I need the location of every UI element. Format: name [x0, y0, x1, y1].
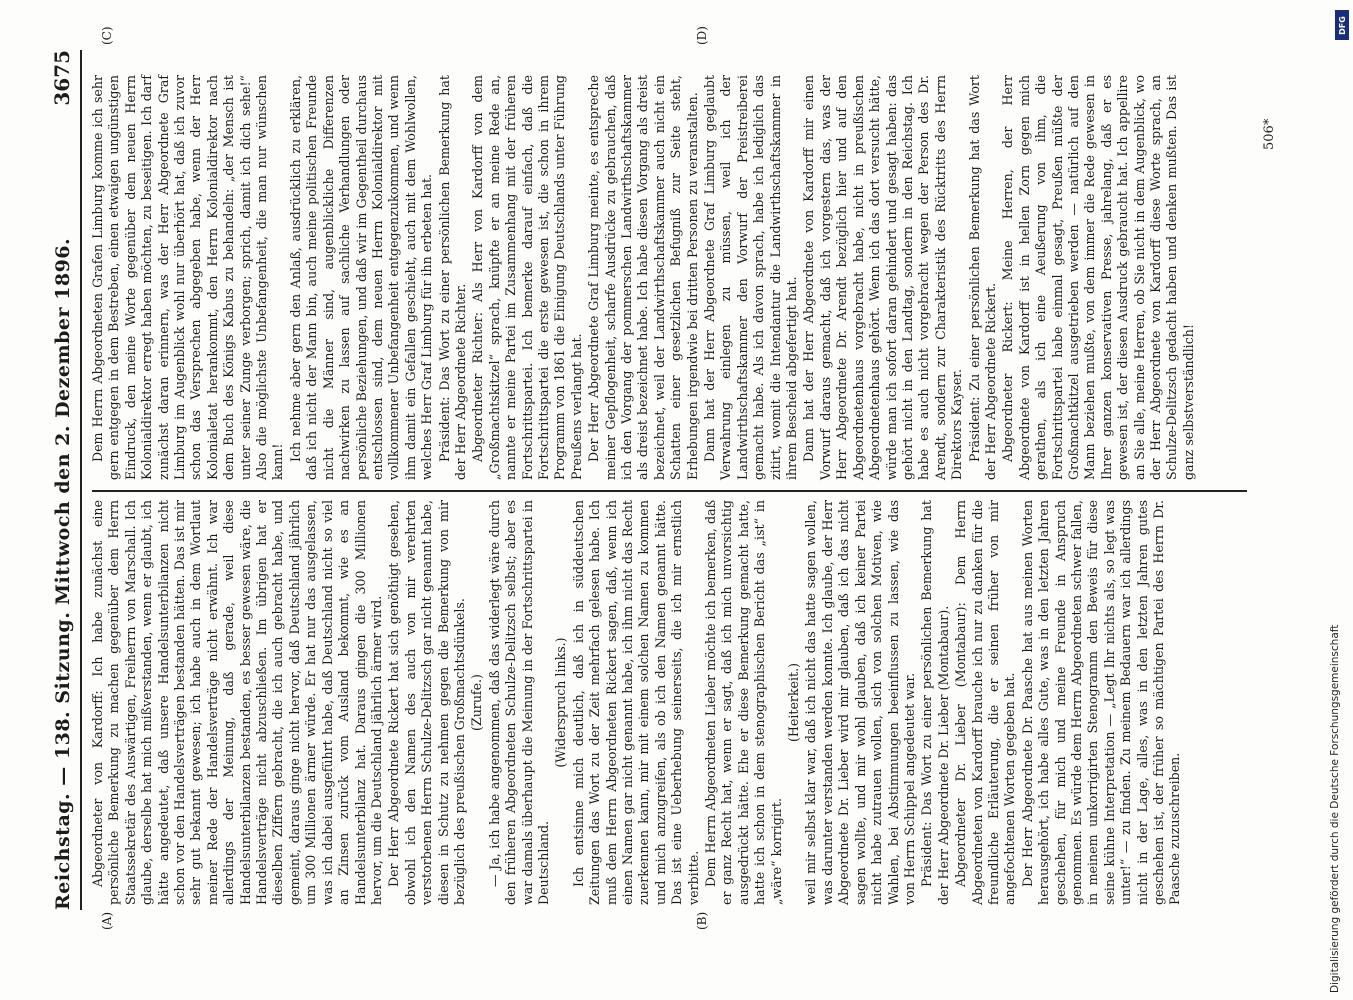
header-date: Mittwoch den 2. Dezember 1896.: [52, 237, 74, 605]
paragraph: weil mir selbst klar war, daß ich nicht das hatte sagen wollen, was darunter verstanden werden konnte. Ich glaube, der Herr Abgeordnete Dr. Lieber wird mir glauben, daß ich das nicht sagen wollte, und mir wohl glauben, daß ich keiner Partei nicht habe zutrauen wollen, sich von solchen Motiven, wie Wahlen, bei Abstimmungen beeinflussen zu lassen, wie das von Herrn Schippel angedeutet war.: [803, 500, 917, 905]
paragraph: Abgeordneter Richter: Als Herr von Kardorff von dem „Großmachtskitzel“ sprach, knüpfte er an meine Rede an, nannte er meine Partei im Zusammenhang mit der früheren Fortschrittspartei. Ich bemerke darauf einfach, daß die Fortschrittspartei die erste gewesen ist, die schon in ihrem Programm von 1861 die Einigung Deutschlands unter Führung Preußens verlangt hat.: [470, 75, 584, 480]
paragraph: Dann hat der Herr Abgeordnete Graf Limburg geglaubt Verwahrung einlegen zu müssen, weil ich der Landwirthschaftskammer den Vorwurf der Preistreiberei gemacht habe. Als ich davon sprach, habe ich lediglich das zitirt, womit die Intendantur die Landwirthschaftskammer in ihrem Bescheid abgefertigt hat.: [702, 75, 800, 480]
paragraph: Abgeordneter Dr. Lieber (Montabaur): Dem Herrn Abgeordneten von Kardorff brauche ich nur zu danken für die freundliche Erläuterung, die er seinen früher von mir angefochtenen Worten gegeben hat.: [953, 500, 1018, 905]
digitization-note-text: Digitalisierung gefördert durch die Deutsche Forschungsgemeinschaft: [1329, 624, 1341, 993]
margin-marker-c: (C): [100, 26, 114, 45]
paragraph: Abgeordneter von Kardorff: Ich habe zunächst eine persönliche Bemerkung zu machen gegenüber dem Herrn Staatssekretär des Auswärtigen, Freiherrn von Marschall. Ich glaube, derselbe hat mich mißverstanden, wenn er glaubt, ich hätte angedeutet, daß unsere Handelsunterbilanzen nicht schon vor den Handelsverträgen bestanden hätten. Das ist mir sehr gut bekannt gewesen; ich habe auch in dem Wortlaut meiner Rede der Handelsverträge nicht erwähnt. Ich war allerdings der Meinung, daß gerade, weil diese Handelsunterbilanzen bestanden, es besser gewesen wäre, die Handelsverträge nicht abzuschließen. Im übrigen hat er dieselben Ziffern gebracht, die ich auch gebracht habe, und gemeint, daraus ginge nicht hervor, daß Deutschland jährlich um 300 Millionen ärmer würde. Er hat nur das ausgelassen, was ich dabei ausgeführt habe, daß Deutschland nicht so viel an Zinsen zurück vom Ausland bekommt, wie es an Handelsunterbilanz hat. Daraus gingen die 300 Millionen hervor, um die Deutschland jährlich ärmer wird.: [90, 500, 384, 905]
paragraph: Abgeordneter Rickert: Meine Herren, der Herr Abgeordnete von Kardorff ist in hellen Zorn gegen mich gerathen, als ich eine Aeußerung von ihm, die Fortschrittspartei habe einmal gesagt, Preußen müßte der Großmachtkitzel ausgetrieben werden — natürlich auf den Mann beziehen mußte, von dem immer die Rede gewesen in Ihrer ganzen konservativen Presse, jahrelang, daß er es gewesen ist, der diesen Ausdruck gebraucht hat. Ich appellire an Sie alle, meine Herren, ob Sie nicht in dem Augenblick, wo der Herr Abgeordnete von Kardorff diese Worte sprach, an Schulze-Delitzsch gedacht haben und denken mußten. Das ist ganz selbstverständlich!: [1000, 75, 1196, 480]
page-header: [40, 50, 82, 910]
header-page-number: 3675: [50, 50, 74, 106]
paragraph: Der Herr Abgeordnete Dr. Paasche hat aus meinen Worten herausgehört, ich habe alles Gute, was in den letzten Jahren geschehen, für mich und meine Freunde in Anspruch genommen. Es würde dem Herrn Abgeordneten schwer fallen, in meinem unkorrigirten Stenogramm den Beweis für diese seine kühne Interpretation — „Legt Ihr nichts als, so legt was unter!“ — zu finden. Zu meinem Bedauern war ich allerdings nicht in der Lage, alles, was in den letzten Jahren gutes geschehen ist, der früher so mächtigen Partei des Herrn Dr. Paasche zuzuschreiben.: [1019, 500, 1183, 905]
margin-marker-d: (D): [695, 26, 709, 45]
interjection: (Zurufe.): [469, 674, 485, 731]
interjection: (Widerspruch links.): [553, 637, 569, 768]
dfg-logo: [1335, 10, 1349, 40]
paragraph: Präsident: Zu einer persönlichen Bemerkung hat das Wort der Herr Abgeordnete Rickert.: [966, 75, 998, 480]
margin-marker-a: (A): [100, 911, 114, 930]
paragraph: Präsident: Das Wort zu einer persönlichen Bemerkung hat der Herr Abgeordnete Richter.: [436, 75, 468, 480]
paragraph: Der Herr Abgeordnete Rickert hat sich genöthigt gesehen, obwohl ich den Namen des auch von mir verehrten verstorbenen Herrn Schulze-Delitzsch gar nicht genannt habe, diesen in Schutz zu nehmen gegen die Bemerkung von mir bezüglich des preußischen Großmachtsdünkels.: [386, 500, 467, 905]
paragraph: Ich entsinne mich deutlich, daß ich in süddeutschen Zeitungen das Wort zu der Zeit mehrfach gelesen habe. Ich muß dem Herrn Abgeordneten Rickert sagen, daß, wenn ich einen Namen gar nicht genannt habe, ich ihm nicht das Recht zuerkennen kann, mir mit einem solchen Namen zu kommen und mich anzugreifen, als ob ich den Namen genannt hätte. Das ist eine Ueberhebung seinerseits, die ich mir ernstlich verbitte.: [570, 500, 701, 905]
signature-mark: 506*: [1262, 118, 1277, 150]
paragraph: Präsident: Das Wort zu einer persönlichen Bemerkung hat der Herr Abgeordnete Dr. Lieber (Montabaur).: [919, 500, 951, 905]
header-session: Reichstag. — 138. Sitzung.: [52, 611, 74, 910]
paragraph: Ich nehme aber gern den Anlaß, ausdrücklich zu erklären, daß ich nicht der Mann bin, auch meine politischen Freunde nicht die Männer sind, augenblickliche Differenzen nachwirken zu lassen auf sachliche Verhandlungen oder persönliche Beziehungen, und daß wir im Gegentheil durchaus entschlossen sind, dem neuen Herrn Kolonialdirektor mit vollkommener Unbefangenheit entgegenzukommen, und wenn ihm damit ein Gefallen geschieht, auch mit dem Wohlwollen, welches Herr Graf Limburg für ihn erbeten hat.: [287, 75, 435, 480]
paragraph: Dem Herrn Abgeordneten Lieber möchte ich bemerken, daß er ganz Recht hat, wenn er sagt, daß ich mich unvorsichtig ausgedrückt hätte. Ehe er diese Bemerkung gemacht hatte, hatte ich schon in dem stenographischen Bericht das „ist“ in „wäre“ korrigirt.: [703, 500, 784, 905]
paragraph: Der Herr Abgeordnete Graf Limburg meinte, es entspreche meiner Gepflogenheit, scharfe Ausdrücke zu gebrauchen, daß ich den Vorgang der pommerschen Landwirthschaftskammer als dreist bezeichnet habe. Ich habe diesen Vorgang als dreist bezeichnet, weil der Landwirthschaftskammer auch nicht ein Schatten einer gesetzlichen Befugniß zur Seite steht, Erhebungen irgendwie bei dritten Personen zu veranstalten.: [586, 75, 700, 480]
text-column-right: [90, 75, 1198, 480]
column-divider: [92, 490, 1247, 492]
paragraph: Dann hat der Herr Abgeordnete von Kardorff mir einen Vorwurf daraus gemacht, daß ich vorgestern das, was der Herr Abgeordnete Dr. Arendt bezüglich hier und auf den Abgeordnetenhaus vorgebracht habe, nicht in preußischen Abgeordnetenhaus gehört. Wenn ich das dort versucht hätte, würde man ich sofort daran gehindert und gesagt haben: das gehört nicht in den Landtag, sondern in den Reichstag. Ich habe es auch nicht vorgebracht wegen der Person des Dr. Arendt, sondern zur Charakteristik des Rücktritts des Herrn Direktors Kayser.: [801, 75, 965, 480]
interjection: (Heiterkeit.): [786, 663, 802, 742]
text-column-left: [90, 500, 1185, 905]
margin-marker-b: (B): [695, 911, 709, 930]
dfg-logo-text: DFG: [1337, 15, 1347, 35]
paragraph: Dem Herrn Abgeordneten Grafen Limburg komme ich sehr gern entgegen in dem Bestreben, einen etwaigen ungünstigen Eindruck, den meine Worte gegenüber dem neuen Herrn Kolonialdirektor erregt haben möchten, zu beseitigen. Ich darf zunächst daran erinnern, was der Herr Abgeordnete Graf Limburg im Augenblick wohl nur überhört hat, daß ich zuvor schon das Versprechen abgegeben habe, wenn der Herr Kolonialetat herankommt, den Herrn Kolonialdirektor nach dem Buch des Königs Kabus zu behandeln: „der Mensch ist unter seiner Zunge verborgen; sprich, damit ich dich sehe!“ Also die möglichste Unbefangenheit, die man nur wünschen kann!: [90, 75, 286, 480]
digitization-note: [1322, 8, 1348, 993]
paragraph: — Ja, ich habe angenommen, daß das widerlegt wäre durch den früheren Abgeordneten Schulze-Delitzsch selbst; aber es war damals überhaupt die Meinung in der Fortschrittspartei in Deutschland.: [486, 500, 551, 905]
